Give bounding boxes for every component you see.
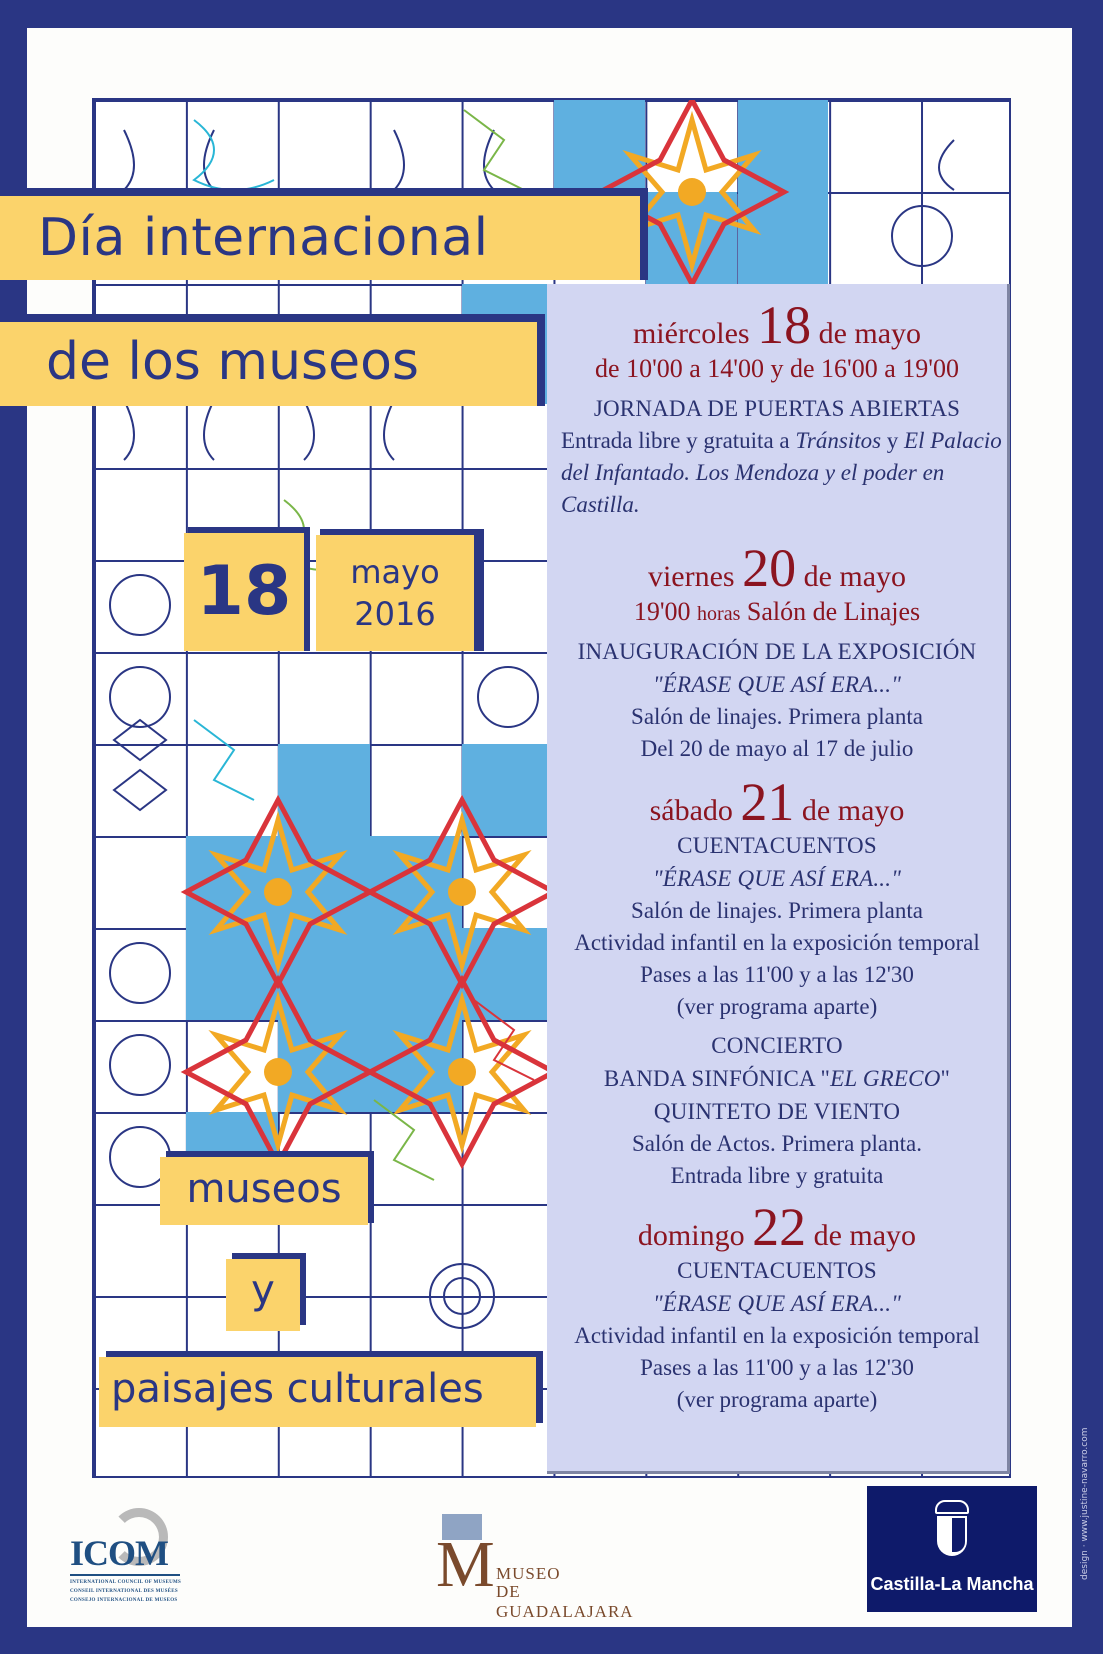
- storytelling-title: "ÉRASE QUE ASÍ ERA...": [652, 1291, 902, 1316]
- opening-hours: de 10'00 a 14'00 y de 16'00 a 19'00: [595, 354, 959, 383]
- band-name: [547, 1062, 1007, 1095]
- quintet: QUINTETO DE VIENTO: [653, 1099, 901, 1124]
- title-line1: Día internacional: [0, 196, 640, 280]
- time-unit: horas: [697, 603, 741, 625]
- program-panel: [547, 284, 1010, 1474]
- theme-museos: museos: [160, 1157, 368, 1225]
- theme-paisajes-culturales: paisajes culturales: [99, 1357, 536, 1427]
- month: de mayo: [818, 317, 922, 350]
- passes: Pases a las 11'00 y a las 12'30: [640, 1355, 914, 1380]
- icom-line-en: INTERNATIONAL COUNCIL OF MUSEUMS: [70, 1580, 182, 1585]
- crown-icon: [935, 1500, 969, 1514]
- event-title: INAUGURACIÓN DE LA EXPOSICIÓN: [577, 639, 977, 664]
- design-credit: design · www.justine-navarro.com: [1080, 1427, 1090, 1580]
- event-title: JORNADA DE PUERTAS ABIERTAS: [593, 396, 961, 421]
- concert-location: Salón de Actos. Primera planta.: [632, 1131, 922, 1156]
- clm-name: Castilla-La Mancha: [870, 1574, 1034, 1594]
- location: Salón de linajes. Primera planta: [631, 704, 923, 729]
- event-time-place: [547, 595, 1007, 631]
- museo-name-line2: DE GUADALAJARA: [496, 1582, 634, 1621]
- weekday: domingo: [637, 1219, 745, 1252]
- passes: Pases a las 11'00 y a las 12'30: [640, 962, 914, 987]
- day-wednesday: [547, 284, 1007, 521]
- event-title: CUENTACUENTOS: [677, 1258, 877, 1283]
- museo-guadalajara-logo: [436, 1514, 658, 1621]
- event-title: CUENTACUENTOS: [677, 833, 877, 858]
- event-description: [547, 425, 1007, 521]
- museo-name-line1: MUSEO: [496, 1564, 561, 1583]
- band-italic: EL GRECO: [830, 1066, 941, 1091]
- concert-title: CONCIERTO: [711, 1033, 843, 1058]
- day-number: 20: [742, 538, 797, 598]
- location: Salón de linajes. Primera planta: [631, 898, 923, 923]
- theme-y: y: [226, 1259, 300, 1331]
- icom-line-es: CONSEJO INTERNACIONAL DE MUSEOS: [70, 1598, 178, 1603]
- icom-divider: [70, 1574, 180, 1576]
- month: de mayo: [813, 1219, 917, 1252]
- date-month: mayo: [350, 553, 440, 591]
- band-text: BANDA SINFÓNICA ": [603, 1066, 831, 1091]
- day-number: 18: [757, 295, 812, 355]
- icom-wordmark: ICOM: [70, 1533, 168, 1573]
- day-number: 21: [740, 772, 795, 832]
- activity: Actividad infantil en la exposición temporal: [574, 930, 980, 955]
- note: (ver programa aparte): [676, 994, 878, 1019]
- weekday: miércoles: [632, 317, 750, 350]
- band-text: ": [940, 1066, 951, 1091]
- activity: Actividad infantil en la exposición temporal: [574, 1323, 980, 1348]
- castilla-la-mancha-logo: [867, 1486, 1037, 1612]
- weekday: viernes: [647, 560, 735, 593]
- day-saturday: [547, 772, 1007, 1192]
- month: de mayo: [803, 560, 907, 593]
- title-line2: de los museos: [0, 322, 537, 406]
- day-heading: [547, 538, 1007, 598]
- date-year: 2016: [354, 595, 436, 633]
- place: Salón de Linajes: [746, 597, 921, 626]
- shield-icon: [937, 1516, 967, 1556]
- storytelling-title: "ÉRASE QUE ASÍ ERA...": [652, 866, 902, 891]
- day-friday: [547, 538, 1007, 765]
- weekday: sábado: [649, 794, 733, 827]
- day-heading: [547, 772, 1007, 832]
- day-sunday: [547, 1197, 1007, 1416]
- time: 19'00: [633, 597, 691, 626]
- note: (ver programa aparte): [676, 1387, 878, 1412]
- date-month-year-box: [316, 535, 474, 651]
- day-heading: [547, 295, 1007, 355]
- desc-italic-palacio: El Palacio del Infantado. Los Mendoza y el poder en Castilla.: [561, 428, 1002, 517]
- desc-italic-transitos: Tránsitos: [795, 428, 882, 453]
- exhibition-title: "ÉRASE QUE ASÍ ERA...": [652, 672, 902, 697]
- exhibition-dates: Del 20 de mayo al 17 de julio: [640, 736, 914, 761]
- date-day-box: 18: [184, 533, 304, 651]
- sponsor-logos: [0, 1490, 1103, 1621]
- icom-line-fr: CONSEIL INTERNATIONAL DES MUSÉES: [70, 1589, 179, 1594]
- day-heading: [547, 1197, 1007, 1257]
- desc-text: y: [881, 428, 905, 453]
- month: de mayo: [801, 794, 905, 827]
- museo-m-letter: M: [436, 1528, 495, 1601]
- icom-logo: [70, 1508, 180, 1608]
- entry: Entrada libre y gratuita: [670, 1163, 884, 1188]
- desc-text: Entrada libre y gratuita a: [561, 428, 796, 453]
- day-number: 22: [752, 1197, 807, 1257]
